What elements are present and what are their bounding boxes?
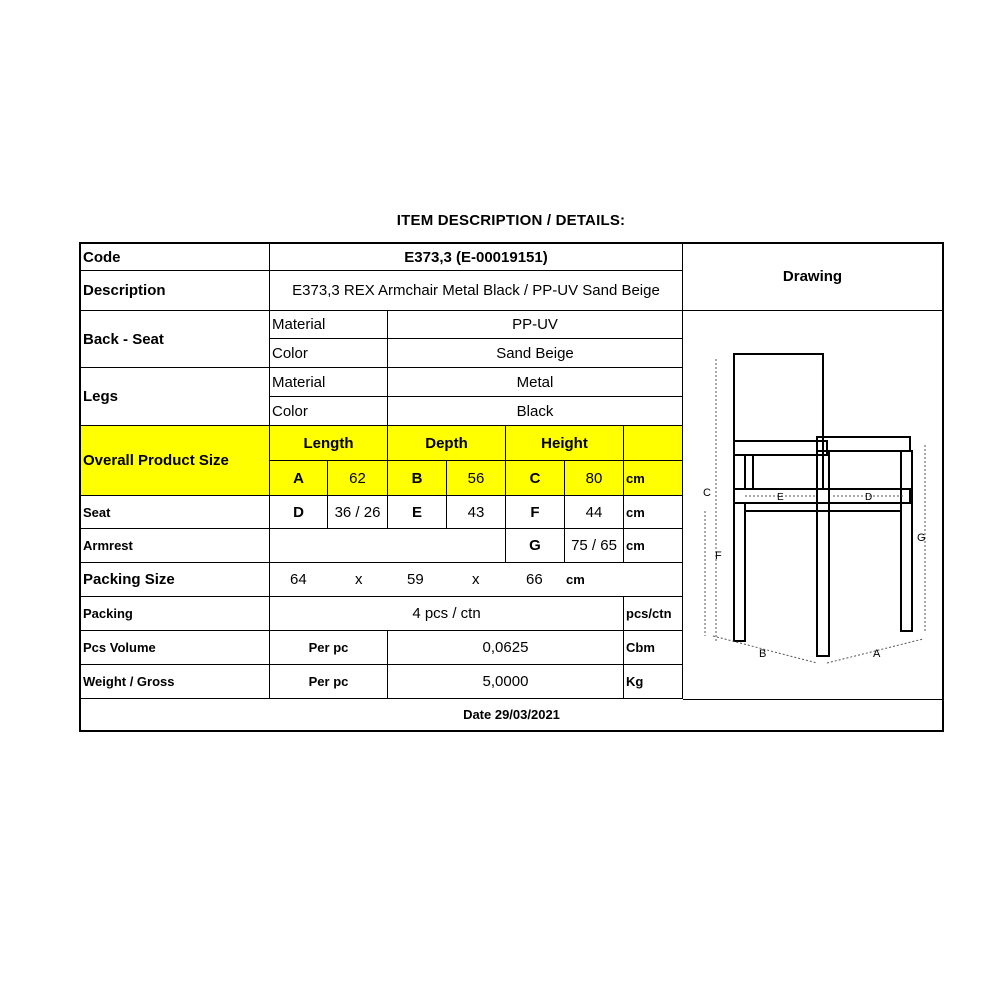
- dim-label-d: D: [865, 492, 873, 503]
- armchair-drawing: [683, 311, 942, 699]
- packing-value: 4 pcs / ctn: [270, 597, 624, 631]
- drawing-header: Drawing: [683, 244, 942, 311]
- dim-b-value: 56: [447, 461, 506, 496]
- dim-label-e: E: [777, 492, 784, 503]
- back-seat-color: Sand Beige: [388, 339, 683, 368]
- seat-unit: cm: [624, 496, 683, 529]
- packing-size-label: Packing Size: [81, 563, 270, 597]
- dim-c-letter: C: [506, 461, 565, 496]
- packing-width: 59: [407, 571, 424, 588]
- code-label: Code: [81, 244, 270, 271]
- overall-size-label: Overall Product Size: [81, 426, 270, 496]
- dim-label-c: C: [703, 487, 711, 499]
- left-armrest-shape: [734, 441, 827, 455]
- depth-header: Depth: [388, 426, 506, 461]
- dim-g-value: 75 / 65: [565, 529, 624, 563]
- dim-g-letter: G: [506, 529, 565, 563]
- packing-label: Packing: [81, 597, 270, 631]
- dim-a-letter: A: [270, 461, 328, 496]
- overall-unit: cm: [624, 461, 683, 496]
- weight-label: Weight / Gross: [81, 665, 270, 699]
- pcs-volume-label: Pcs Volume: [81, 631, 270, 665]
- pcs-volume-per: Per pc: [270, 631, 388, 665]
- back-seat-label: Back - Seat: [81, 311, 270, 368]
- packing-size-values: [270, 563, 683, 597]
- back-arm-post: [745, 455, 753, 489]
- weight-per: Per pc: [270, 665, 388, 699]
- packing-unit: pcs/ctn: [624, 597, 683, 631]
- legs-material-label: Material: [270, 368, 388, 397]
- packing-length: 64: [290, 571, 307, 588]
- seat-label: Seat: [81, 496, 270, 529]
- packing-x2: x: [472, 571, 480, 588]
- back-seat-color-label: Color: [270, 339, 388, 368]
- dim-d-letter: D: [270, 496, 328, 529]
- weight-value: 5,0000: [388, 665, 624, 699]
- dim-f-value: 44: [565, 496, 624, 529]
- dim-f-letter: F: [506, 496, 565, 529]
- dim-label-a: A: [873, 648, 881, 660]
- code-value: E373,3 (E-00019151): [270, 244, 683, 271]
- date-footer: Date 29/03/2021: [463, 707, 560, 722]
- back-left-leg: [734, 503, 745, 641]
- length-header: Length: [270, 426, 388, 461]
- front-right-leg: [901, 451, 912, 631]
- packing-height: 66: [526, 571, 543, 588]
- packing-x1: x: [355, 571, 363, 588]
- armrest-label: Armrest: [81, 529, 270, 563]
- spec-sheet: [79, 242, 944, 732]
- description-value: E373,3 REX Armchair Metal Black / PP-UV Sand Beige: [270, 271, 683, 311]
- back-seat-material-label: Material: [270, 311, 388, 339]
- height-header: Height: [506, 426, 624, 461]
- dim-b-letter: B: [388, 461, 447, 496]
- sheet-title: ITEM DESCRIPTION / DETAILS:: [396, 212, 626, 229]
- legs-material: Metal: [388, 368, 683, 397]
- weight-unit: Kg: [624, 665, 683, 699]
- dim-c-value: 80: [565, 461, 624, 496]
- right-armrest-shape: [817, 437, 910, 451]
- legs-color: Black: [388, 397, 683, 426]
- legs-label: Legs: [81, 368, 270, 426]
- packing-size-unit: cm: [566, 572, 585, 587]
- backrest-shape: [734, 354, 823, 489]
- dim-d-value: 36 / 26: [328, 496, 388, 529]
- armrest-unit: cm: [624, 529, 683, 563]
- dim-a-value: 62: [328, 461, 388, 496]
- dim-e-value: 43: [447, 496, 506, 529]
- dim-label-b: B: [759, 648, 767, 660]
- description-label: Description: [81, 271, 270, 311]
- dim-e-letter: E: [388, 496, 447, 529]
- overall-header-blank: [624, 426, 683, 461]
- pcs-volume-unit: Cbm: [624, 631, 683, 665]
- back-seat-material: PP-UV: [388, 311, 683, 339]
- armrest-blank: [270, 529, 506, 563]
- dim-label-g: G: [917, 532, 926, 544]
- seat-shape: [734, 489, 910, 503]
- legs-color-label: Color: [270, 397, 388, 426]
- pcs-volume-value: 0,0625: [388, 631, 624, 665]
- drawing-area: [683, 311, 942, 700]
- dim-label-f: F: [715, 550, 722, 562]
